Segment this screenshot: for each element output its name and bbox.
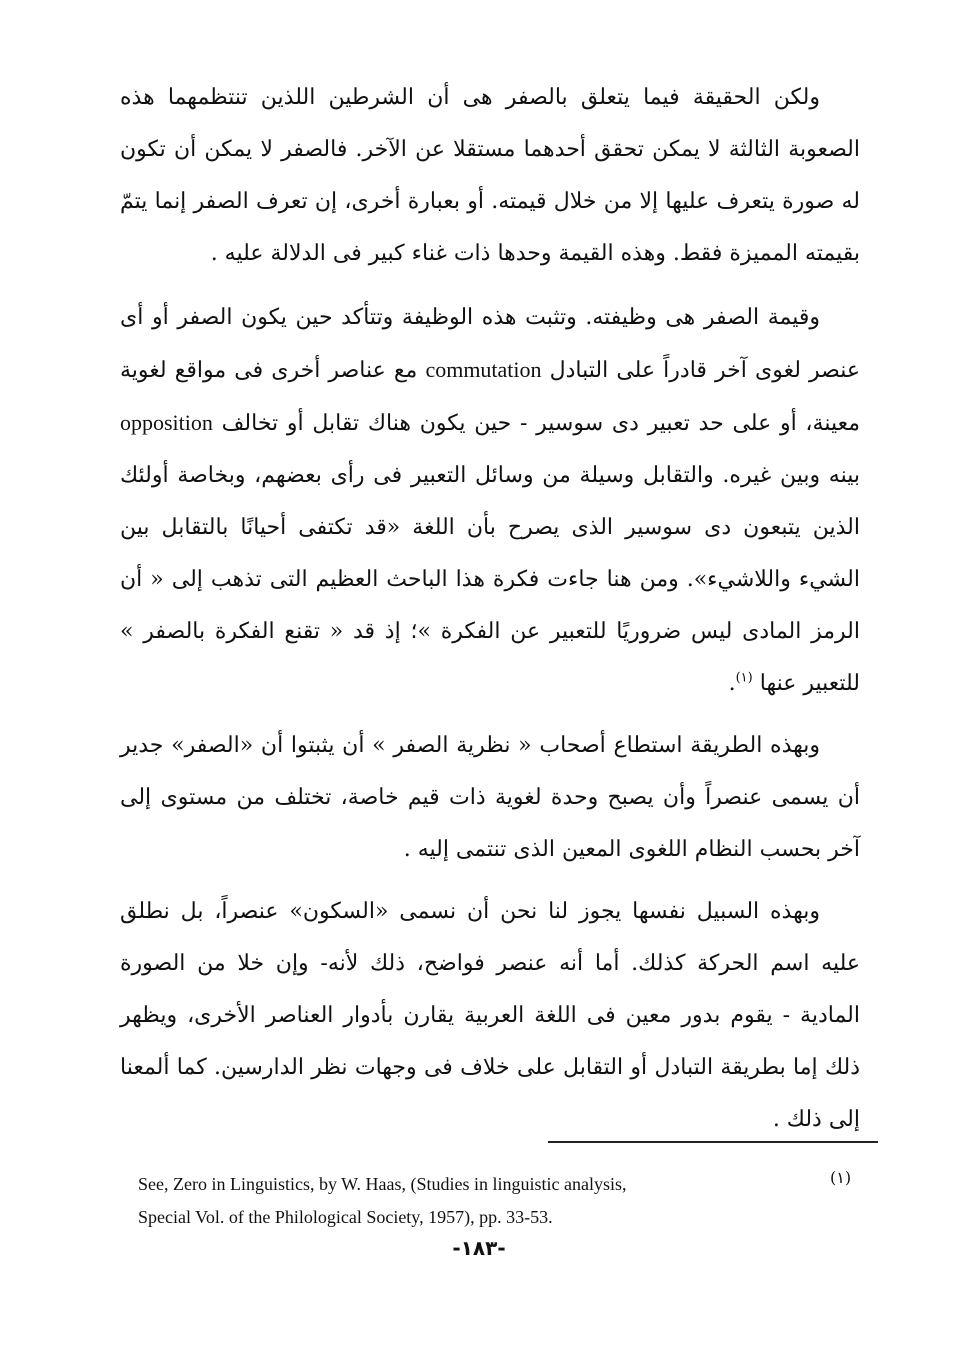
paragraph-3: وبهذه الطريقة استطاع أصحاب « نظرية الصفر » أن يثبتوا أن «الصفر» جدير أن يسمى عنصراً وأن يصبح وحدة لغوية ذات قيم خاصة، تختلف من مستوى إلى آخر بحسب النظام اللغوى المعين الذى تنتمى إليه .	[120, 733, 860, 862]
body-text	[120, 72, 860, 1146]
paragraph-2-part-3: بينه وبين غيره. والتقابل وسيلة من وسائل التعبير فى رأى بعضهم، وبخاصة أولئك الذين يتبعون دى سوسير الذى يصرح بأن اللغة «قد تكتفى أحيانًا بالتقابل بين الشيء واللاشيء». ومن هنا جاءت فكرة هذا الباحث العظيم التى تذهب إلى « أن الرمز المادى ليس ضروريًا للتعبير عن الفكرة »؛ إذ قد « تقنع الفكرة بالصفر » للتعبير عنها	[120, 463, 860, 696]
paragraph-4: وبهذه السبيل نفسها يجوز لنا نحن أن نسمى «السكون» عنصراً، بل نطلق عليه اسم الحركة كذلك. أما أنه عنصر فواضح، ذلك لأنه- وإن خلا من الصورة المادية - يقوم بدور معين فى اللغة العربية يقارن بأدوار العناصر الأخرى، ويظهر ذلك إما بطريقة التبادل أو التقابل على خلاف فى وجهات نظر الدارسين. كما ألمعنا إلى ذلك .	[120, 899, 860, 1132]
footnote-divider	[548, 1141, 878, 1143]
term-commutation: commutation	[425, 357, 542, 382]
paragraph-2-part-2: مع عناصر أخرى فى مواقع لغوية معينة، أو على حد تعبير دى سوسير - حين يكون هناك تقابل أو تخالف	[120, 358, 860, 436]
footnote-text	[138, 1168, 778, 1234]
term-opposition: opposition	[120, 410, 213, 435]
footnote-reference: (١)	[735, 670, 753, 686]
paragraph-1: ولكن الحقيقة فيما يتعلق بالصفر هى أن الشرطين اللذين تنتظمهما هذه الصعوبة الثالثة لا يمكن تحقق أحدهما مستقلا عن الآخر. فالصفر لا يمكن أن تكون له صورة يتعرف عليها إلا من خلال قيمته. أو بعبارة أخرى، إن تعرف الصفر إنما يتمّ بقيمته المميزة فقط. وهذه القيمة وحدها ذات غناء كبير فى الدلالة عليه .	[120, 85, 861, 266]
paragraph-2	[120, 292, 860, 710]
paragraph-2-part-1: وقيمة الصفر هى وظيفته. وتثبت هذه الوظيفة وتتأكد حين يكون الصفر أو أى عنصر لغوى آخر قادراً على التبادل	[120, 305, 860, 383]
footnote-marker: (١)	[830, 1168, 852, 1187]
footnote-line-2: Special Vol. of the Philological Society, 1957), pp. 33-53.	[138, 1207, 553, 1227]
footnote-line-1: See, Zero in Linguistics, by W. Haas, (Studies in linguistic analysis,	[138, 1174, 627, 1194]
page-number: -١٨٣-	[452, 1236, 506, 1260]
paragraph-2-end: .	[728, 671, 736, 696]
